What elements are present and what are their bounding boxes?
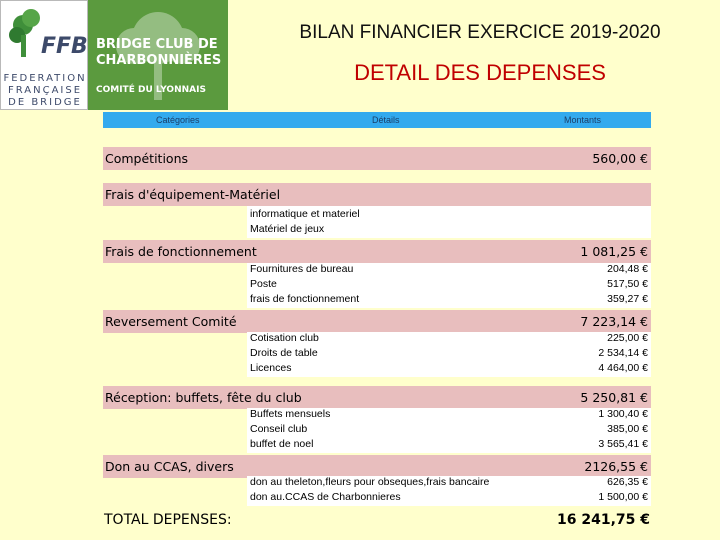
header-details: Détails [372, 115, 400, 125]
detail-amount: 1 500,00 € [598, 491, 648, 503]
detail-amount: 1 300,40 € [598, 408, 648, 420]
detail-amount: 359,27 € [607, 293, 648, 305]
category-row-reception [103, 386, 651, 409]
ffb-mark-text: FFB [41, 34, 88, 59]
detail-label: Cotisation club [250, 332, 319, 344]
ffb-tree-icon [7, 5, 88, 65]
detail-amount: 4 464,00 € [598, 362, 648, 374]
total-label: TOTAL DEPENSES: [104, 512, 232, 528]
detail-label: informatique et materiel [250, 208, 360, 220]
category-label: Don au CCAS, divers [105, 459, 234, 474]
detail-label: Matériel de jeux [250, 223, 325, 235]
category-row-equipement [103, 183, 651, 206]
page-subtitle: DETAIL DES DEPENSES [354, 60, 606, 85]
detail-label: don au theleton,fleurs pour obseques,frais bancaire [250, 476, 490, 488]
header-categories: Catégories [156, 115, 200, 125]
page-title: BILAN FINANCIER EXERCICE 2019-2020 [299, 22, 661, 43]
detail-amount: 626,35 € [607, 476, 648, 488]
ffb-logo [0, 0, 88, 110]
detail-label: Licences [250, 362, 292, 374]
category-row-reversement [103, 310, 651, 333]
details-reversement [247, 332, 651, 377]
category-amount: 1 081,25 € [580, 244, 648, 259]
total-amount: 16 241,75 € [557, 512, 650, 528]
detail-amount: 517,50 € [607, 278, 648, 290]
details-fonctionnement [247, 263, 651, 308]
category-label: Frais de fonctionnement [105, 244, 257, 259]
detail-amount: 2 534,14 € [598, 347, 648, 359]
detail-amount: 3 565,41 € [598, 438, 648, 450]
detail-label: Buffets mensuels [250, 408, 331, 420]
club-logo [88, 0, 228, 110]
category-label: Compétitions [105, 151, 189, 166]
category-amount: 2126,55 € [584, 459, 648, 474]
category-amount: 5 250,81 € [580, 390, 648, 405]
details-don-ccas [247, 476, 651, 506]
ffb-line-3: DE BRIDGE [8, 97, 82, 108]
ffb-line-1: FEDERATION [3, 73, 87, 84]
detail-label: Poste [250, 278, 277, 290]
category-row-don-ccas [103, 455, 651, 478]
detail-label: Droits de table [250, 347, 318, 359]
category-amount: 560,00 € [592, 151, 648, 166]
details-reception [247, 408, 651, 453]
club-comite: COMITÉ DU LYONNAIS [96, 85, 206, 95]
category-row-fonctionnement [103, 240, 651, 263]
club-name-line-1: BRIDGE CLUB DE [96, 37, 218, 52]
details-equipement [247, 206, 651, 238]
detail-label: Fournitures de bureau [250, 263, 354, 275]
detail-label: don au.CCAS de Charbonnieres [250, 491, 401, 503]
category-label: Frais d'équipement-Matériel [105, 187, 281, 202]
detail-label: buffet de noel [250, 438, 314, 450]
detail-label: Conseil club [250, 423, 308, 435]
category-label: Reversement Comité [105, 314, 237, 329]
detail-amount: 385,00 € [607, 423, 648, 435]
category-row-competitions [103, 147, 651, 170]
detail-amount: 204,48 € [607, 263, 648, 275]
detail-label: frais de fonctionnement [250, 293, 360, 305]
category-label: Réception: buffets, fête du club [105, 390, 302, 405]
category-amount: 7 223,14 € [580, 314, 648, 329]
header-montants: Montants [564, 115, 602, 125]
table-header [103, 112, 651, 128]
ffb-line-2: FRANÇAISE [7, 85, 83, 96]
club-name-line-2: CHARBONNIÈRES [96, 53, 222, 68]
detail-amount: 225,00 € [607, 332, 648, 344]
